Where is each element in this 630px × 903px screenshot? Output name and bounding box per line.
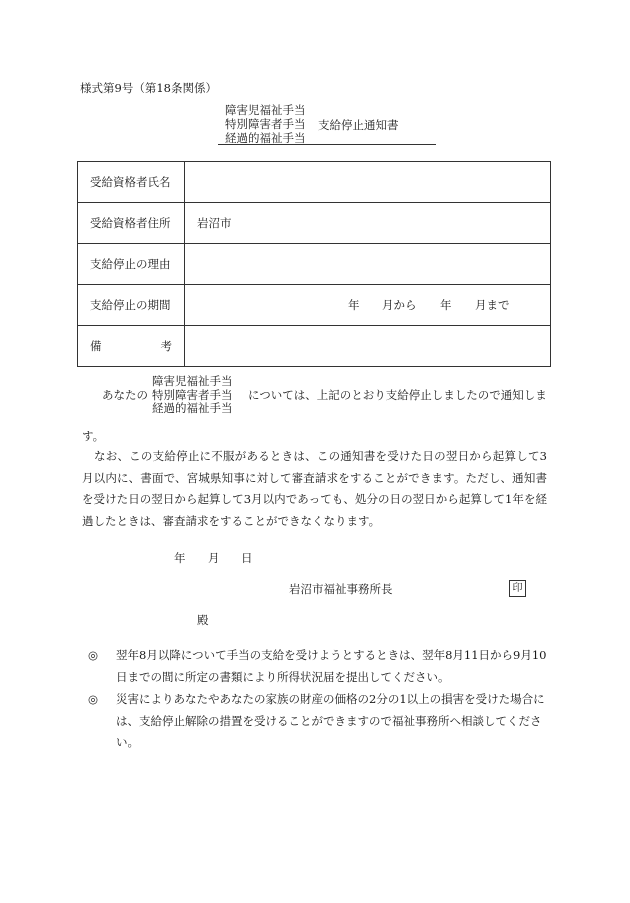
table-row <box>78 244 551 285</box>
note-item <box>88 689 550 754</box>
recipient-address-field[interactable]: 岩沼市 <box>185 203 551 244</box>
table-row <box>78 285 551 326</box>
period-month-end: 月まで <box>475 298 510 312</box>
remarks-label-char-1: 備 <box>90 339 102 353</box>
period-year-start: 年 <box>348 298 360 312</box>
table-row <box>78 326 551 367</box>
remarks-label <box>78 326 185 367</box>
note-bullet-icon: ◎ <box>88 648 99 662</box>
date-day: 日 <box>241 551 253 565</box>
period-month-start: 月から <box>382 298 417 312</box>
note-text: 翌年8月以降について手当の支給を受けようとするときは、翌年8月11日から9月10日までの間に所定の書類により所得状況届を提出してください。 <box>116 648 547 684</box>
form-number: 様式第9号（第18条関係） <box>80 81 217 95</box>
notice-line-1: については、上記のとおり支給停止しましたので通知しま <box>248 388 547 402</box>
title-underline <box>218 144 436 145</box>
notice-allowance-stack <box>152 375 233 416</box>
note-item <box>88 645 550 688</box>
recipient-address-label: 受給資格者住所 <box>78 203 185 244</box>
date-month: 月 <box>208 551 220 565</box>
stop-reason-label: 支給停止の理由 <box>78 244 185 285</box>
date-year: 年 <box>174 551 186 565</box>
note-bullet-icon: ◎ <box>88 692 99 706</box>
remarks-field[interactable] <box>185 326 551 367</box>
notice-allowance-1: 障害児福祉手当 <box>152 374 233 388</box>
document-title: 支給停止通知書 <box>318 118 399 132</box>
title-allowance-3: 経過的福祉手当 <box>225 131 306 145</box>
title-allowance-2: 特別障害者手当 <box>225 117 306 131</box>
notice-allowance-2: 特別障害者手当 <box>152 387 233 402</box>
period-year-end: 年 <box>440 298 452 312</box>
notice-line-2: す。 <box>82 429 105 443</box>
recipient-name-field[interactable] <box>185 162 551 203</box>
notice-allowance-3: 経過的福祉手当 <box>152 401 233 415</box>
title-allowance-1: 障害児福祉手当 <box>225 103 306 117</box>
recipient-name-label: 受給資格者氏名 <box>78 162 185 203</box>
table-row <box>78 162 551 203</box>
addressee-suffix: 殿 <box>197 613 209 627</box>
issuer-name: 岩沼市福祉事務所長 <box>289 582 393 596</box>
remarks-label-char-2: 考 <box>160 339 172 353</box>
notice-prefix: あなたの <box>102 388 148 402</box>
seal-mark: 印 <box>509 580 526 597</box>
stop-period-field[interactable] <box>185 285 551 326</box>
recipient-info-table <box>77 161 551 367</box>
stop-reason-field[interactable] <box>185 244 551 285</box>
table-row <box>78 203 551 244</box>
note-text: 災害によりあなたやあなたの家族の財産の価格の2分の1以上の損害を受けた場合には、支給停止解除の措置を受けることができますので福祉事務所へ相談してください。 <box>116 692 545 749</box>
stop-period-label: 支給停止の期間 <box>78 285 185 326</box>
title-allowance-stack <box>225 103 306 145</box>
appeal-paragraph: なお、この支給停止に不服があるときは、この通知書を受けた日の翌日から起算して3月以内に、書面で、宮城県知事に対して審査請求をすることができます。ただし、通知書を受けた日の翌日から起算して3月以内であっても、処分の日の翌日から起算して1年を経過したときは、審査請求をすることができなくなります。 <box>82 449 547 528</box>
